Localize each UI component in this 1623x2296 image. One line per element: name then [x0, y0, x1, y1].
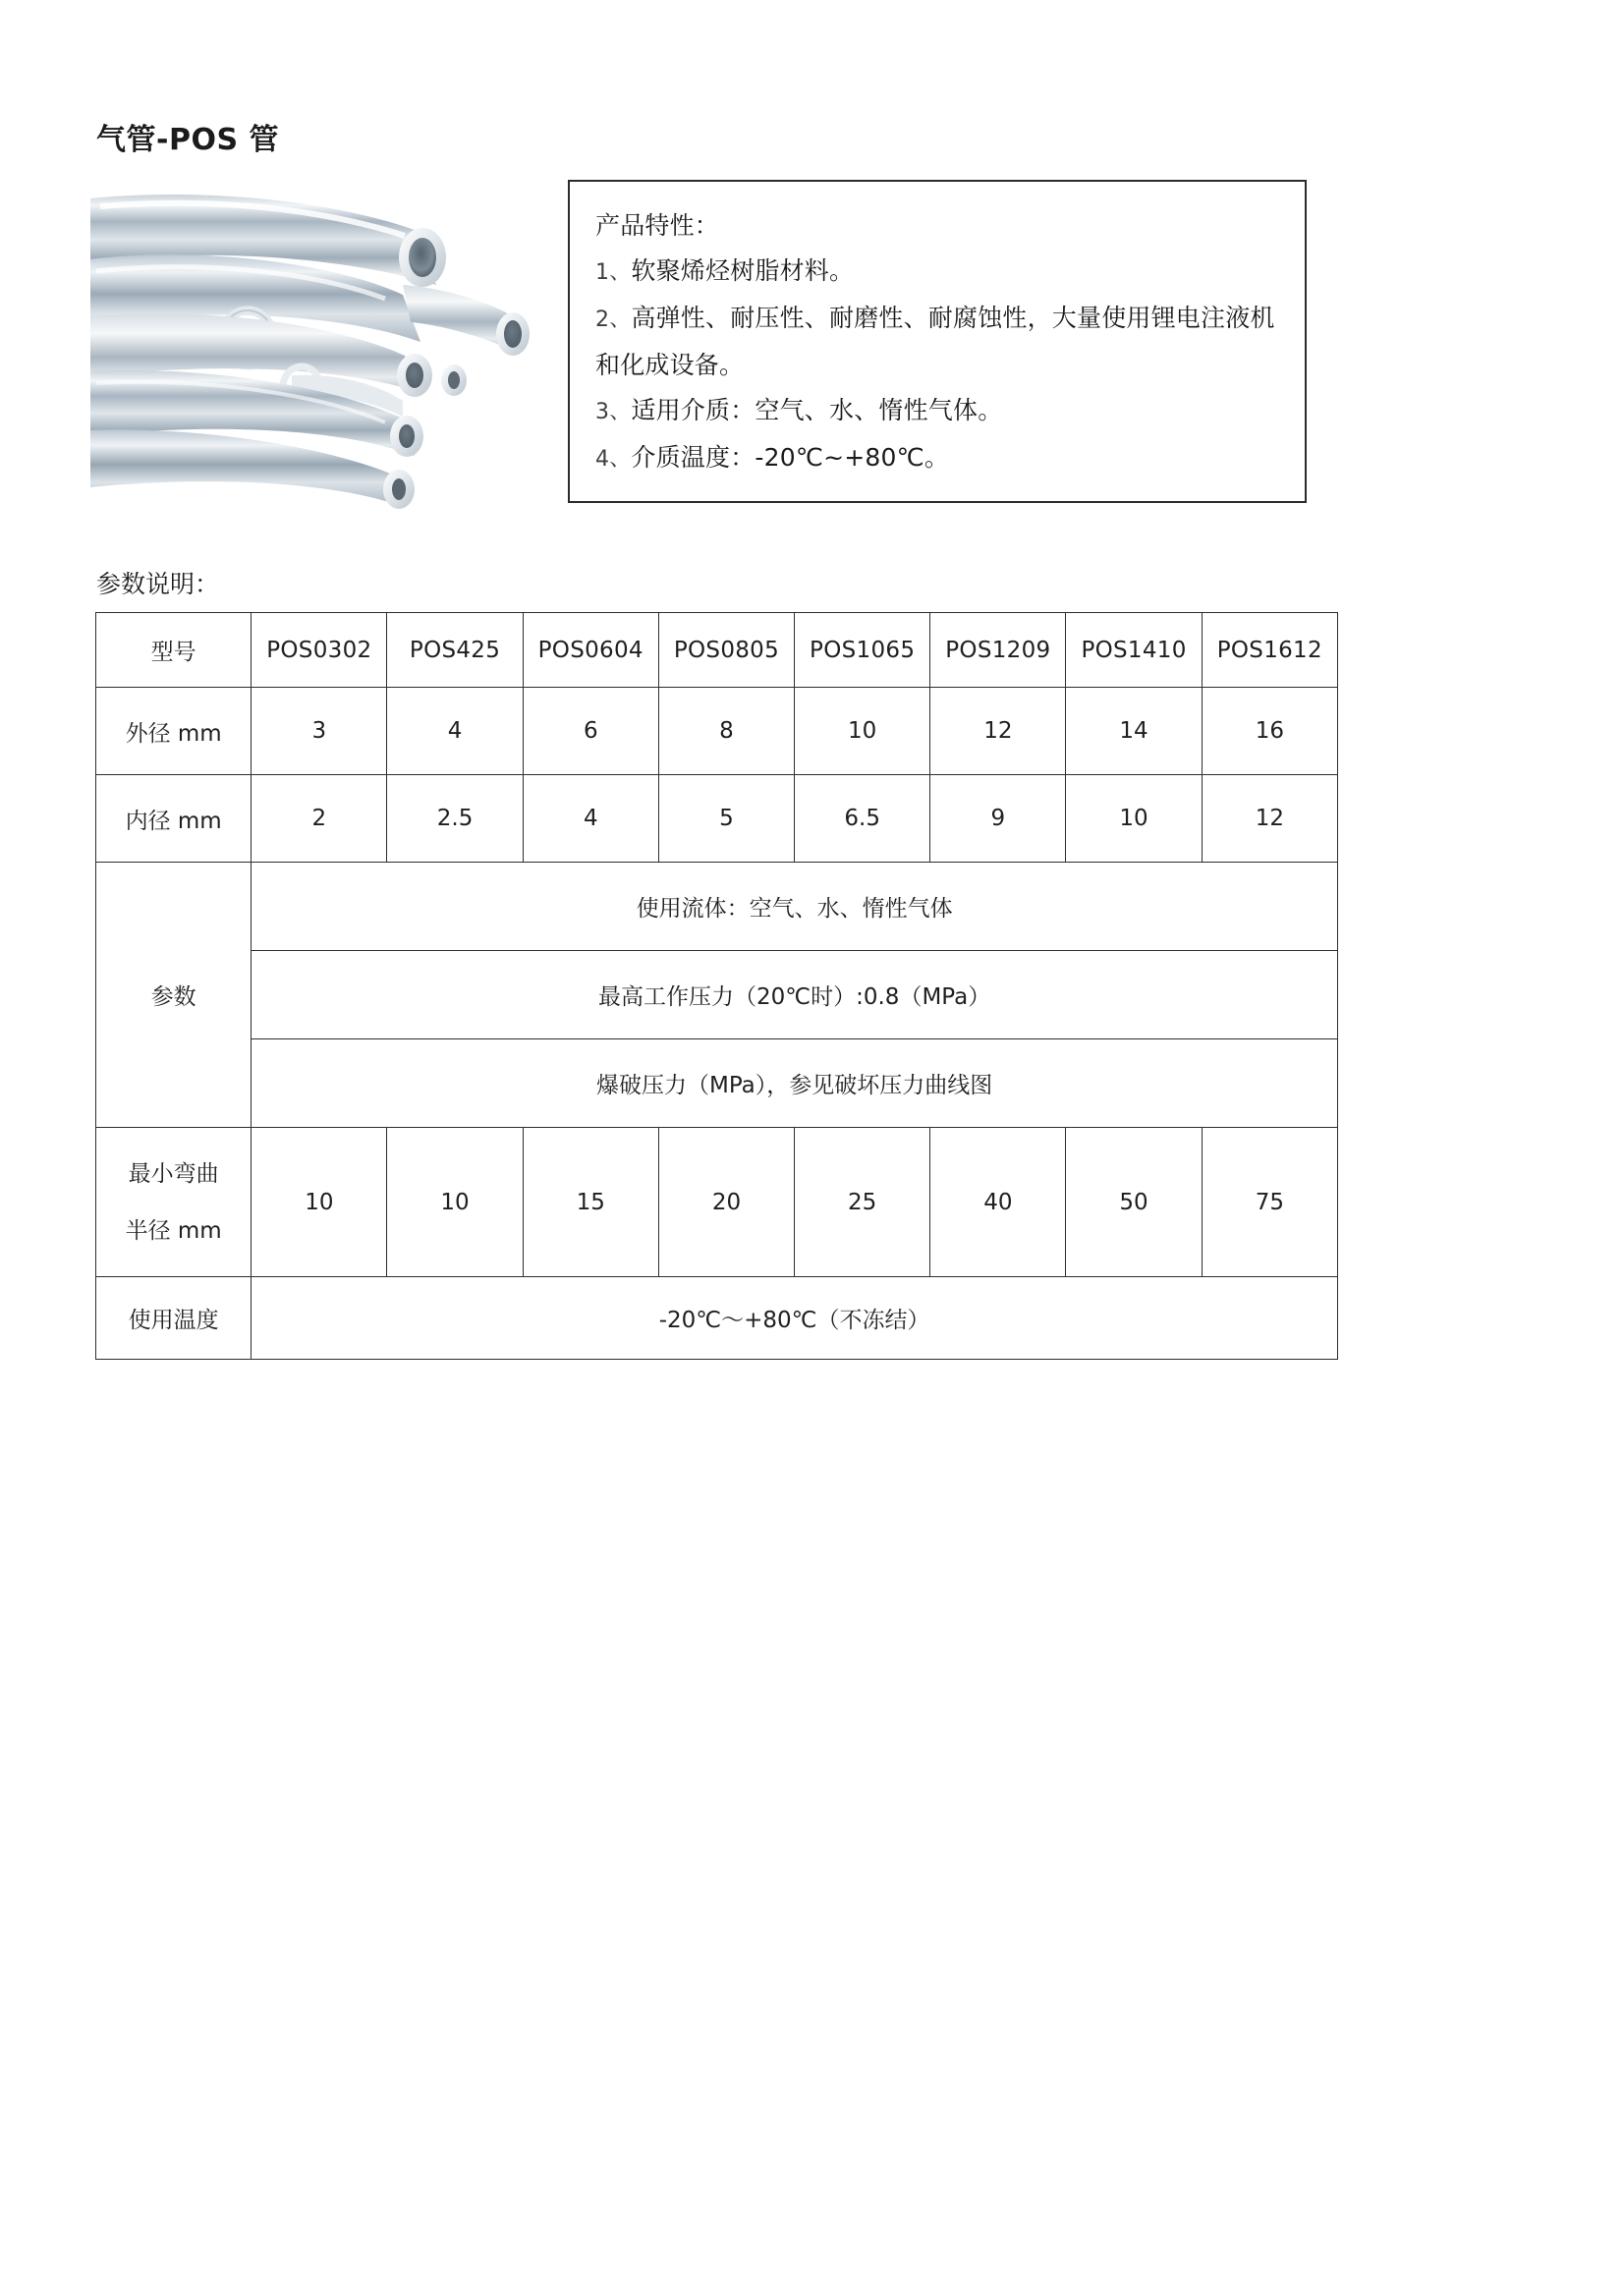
- bend-radius-label-line1: 最小弯曲: [128, 1160, 219, 1187]
- outer-diameter-cell-3: 6: [523, 688, 658, 775]
- table-row-inner-diameter: [96, 775, 1338, 863]
- feature-item-3-number: 3、: [595, 400, 632, 424]
- bend-radius-cell-7: 50: [1066, 1128, 1202, 1277]
- outer-diameter-cell-1: 3: [252, 688, 387, 775]
- inner-diameter-cell-4: 5: [658, 775, 794, 863]
- spec-table: [95, 612, 1338, 1360]
- param-cell-max-pressure: 最高工作压力（20℃时）:0.8（MPa）: [252, 951, 1338, 1039]
- outer-diameter-cell-4: 8: [658, 688, 794, 775]
- row-label-params: 参数: [96, 863, 252, 1128]
- row-label-model: 型号: [96, 613, 252, 688]
- param-cell-burst-pressure: 爆破压力（MPa），参见破坏压力曲线图: [252, 1039, 1338, 1128]
- feature-item-1-number: 1、: [595, 260, 632, 285]
- model-cell-8: POS1612: [1202, 613, 1337, 688]
- spec-table-wrapper: [95, 612, 1338, 1360]
- model-cell-3: POS0604: [523, 613, 658, 688]
- outer-diameter-cell-8: 16: [1202, 688, 1337, 775]
- inner-diameter-cell-6: 9: [930, 775, 1066, 863]
- table-row-param-burst: [96, 1039, 1338, 1128]
- table-row-bend-radius: [96, 1128, 1338, 1277]
- model-cell-4: POS0805: [658, 613, 794, 688]
- bend-radius-label-line2: 半径 mm: [125, 1217, 222, 1244]
- outer-diameter-cell-5: 10: [795, 688, 930, 775]
- feature-item-2: [595, 296, 1283, 388]
- model-cell-5: POS1065: [795, 613, 930, 688]
- bend-radius-cell-3: 15: [523, 1128, 658, 1277]
- row-label-inner-diameter: 内径 mm: [96, 775, 252, 863]
- inner-diameter-cell-1: 2: [252, 775, 387, 863]
- table-row-param-fluid: [96, 863, 1338, 951]
- model-cell-1: POS0302: [252, 613, 387, 688]
- inner-diameter-cell-5: 6.5: [795, 775, 930, 863]
- product-features-box: [568, 180, 1307, 503]
- param-cell-fluid: 使用流体：空气、水、惰性气体: [252, 863, 1338, 951]
- product-photo-illustration: [90, 169, 560, 511]
- feature-item-2-number: 2、: [595, 308, 632, 332]
- features-heading: 产品特性：: [595, 211, 720, 240]
- feature-item-3: [595, 388, 1305, 435]
- inner-diameter-cell-7: 10: [1066, 775, 1202, 863]
- table-row-temperature: [96, 1277, 1338, 1360]
- model-cell-6: POS1209: [930, 613, 1066, 688]
- inner-diameter-cell-2: 2.5: [387, 775, 523, 863]
- model-cell-2: POS425: [387, 613, 523, 688]
- page-title: 气管-POS 管: [96, 123, 279, 157]
- bend-radius-cell-5: 25: [795, 1128, 930, 1277]
- model-cell-7: POS1410: [1066, 613, 1202, 688]
- inner-diameter-cell-8: 12: [1202, 775, 1337, 863]
- table-row-model: [96, 613, 1338, 688]
- params-caption: 参数说明：: [96, 570, 220, 598]
- bend-radius-cell-8: 75: [1202, 1128, 1337, 1277]
- row-label-outer-diameter: 外径 mm: [96, 688, 252, 775]
- feature-item-2-text: 高弹性、耐压性、耐磨性、耐腐蚀性，大量使用锂电注液机和化成设备。: [595, 304, 1275, 379]
- feature-item-1-text: 软聚烯烃树脂材料。: [631, 256, 855, 285]
- outer-diameter-cell-2: 4: [387, 688, 523, 775]
- outer-diameter-cell-7: 14: [1066, 688, 1202, 775]
- bend-radius-cell-2: 10: [387, 1128, 523, 1277]
- product-photo: [90, 169, 560, 511]
- temperature-value-cell: -20℃～+80℃（不冻结）: [252, 1277, 1338, 1360]
- row-label-temperature: 使用温度: [96, 1277, 252, 1360]
- bend-radius-cell-6: 40: [930, 1128, 1066, 1277]
- bend-radius-cell-4: 20: [658, 1128, 794, 1277]
- feature-item-4-text: 介质温度：-20℃~+80℃。: [631, 443, 950, 472]
- feature-item-1: [595, 249, 1305, 296]
- outer-diameter-cell-6: 12: [930, 688, 1066, 775]
- table-row-outer-diameter: [96, 688, 1338, 775]
- inner-diameter-cell-3: 4: [523, 775, 658, 863]
- feature-item-4: [595, 435, 1305, 482]
- row-label-bend-radius: [96, 1128, 252, 1277]
- feature-item-4-number: 4、: [595, 447, 632, 472]
- feature-item-3-text: 适用介质：空气、水、惰性气体。: [631, 396, 1003, 424]
- bend-radius-cell-1: 10: [252, 1128, 387, 1277]
- table-row-param-pressure: [96, 951, 1338, 1039]
